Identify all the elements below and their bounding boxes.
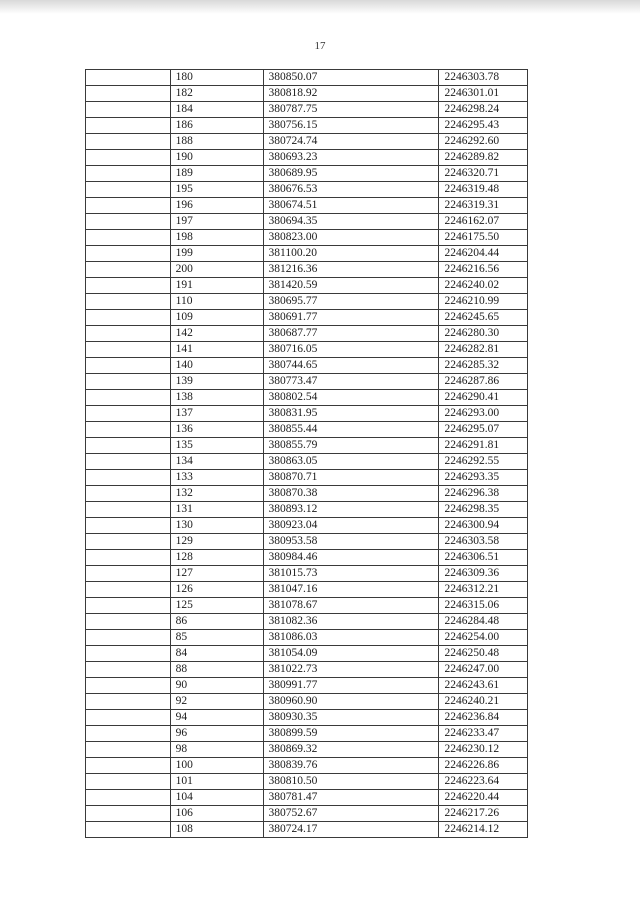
point-id-cell: 191 <box>170 278 263 294</box>
blank-cell <box>86 790 171 806</box>
y-coordinate-cell: 2246217.26 <box>439 806 528 822</box>
table-row <box>86 374 528 390</box>
point-id-cell: 92 <box>170 694 263 710</box>
point-id-cell: 186 <box>170 118 263 134</box>
y-coordinate-cell: 2246312.21 <box>439 582 528 598</box>
y-coordinate-cell: 2246306.51 <box>439 550 528 566</box>
blank-cell <box>86 374 171 390</box>
x-coordinate-cell: 380855.44 <box>263 422 439 438</box>
blank-cell <box>86 342 171 358</box>
blank-cell <box>86 166 171 182</box>
x-coordinate-cell: 380850.07 <box>263 70 439 86</box>
point-id-cell: 199 <box>170 246 263 262</box>
y-coordinate-cell: 2246315.06 <box>439 598 528 614</box>
blank-cell <box>86 358 171 374</box>
x-coordinate-cell: 380984.46 <box>263 550 439 566</box>
blank-cell <box>86 726 171 742</box>
table-row <box>86 310 528 326</box>
table-row <box>86 118 528 134</box>
x-coordinate-cell: 381086.03 <box>263 630 439 646</box>
y-coordinate-cell: 2246175.50 <box>439 230 528 246</box>
coordinates-table <box>85 69 528 838</box>
point-id-cell: 86 <box>170 614 263 630</box>
table-row <box>86 806 528 822</box>
table-row <box>86 518 528 534</box>
blank-cell <box>86 758 171 774</box>
y-coordinate-cell: 2246216.56 <box>439 262 528 278</box>
x-coordinate-cell: 380823.00 <box>263 230 439 246</box>
blank-cell <box>86 182 171 198</box>
point-id-cell: 110 <box>170 294 263 310</box>
x-coordinate-cell: 380744.65 <box>263 358 439 374</box>
blank-cell <box>86 406 171 422</box>
table-row <box>86 294 528 310</box>
y-coordinate-cell: 2246250.48 <box>439 646 528 662</box>
y-coordinate-cell: 2246320.71 <box>439 166 528 182</box>
table-row <box>86 678 528 694</box>
blank-cell <box>86 86 171 102</box>
blank-cell <box>86 422 171 438</box>
y-coordinate-cell: 2246204.44 <box>439 246 528 262</box>
table-row <box>86 390 528 406</box>
y-coordinate-cell: 2246230.12 <box>439 742 528 758</box>
point-id-cell: 108 <box>170 822 263 838</box>
page-number: 17 <box>314 40 326 52</box>
y-coordinate-cell: 2246240.21 <box>439 694 528 710</box>
x-coordinate-cell: 380923.04 <box>263 518 439 534</box>
table-row <box>86 358 528 374</box>
table-row <box>86 182 528 198</box>
scan-edge-shadow <box>0 0 640 14</box>
point-id-cell: 126 <box>170 582 263 598</box>
y-coordinate-cell: 2246301.01 <box>439 86 528 102</box>
table-row <box>86 470 528 486</box>
point-id-cell: 197 <box>170 214 263 230</box>
y-coordinate-cell: 2246303.58 <box>439 534 528 550</box>
blank-cell <box>86 134 171 150</box>
y-coordinate-cell: 2246162.07 <box>439 214 528 230</box>
point-id-cell: 189 <box>170 166 263 182</box>
point-id-cell: 104 <box>170 790 263 806</box>
point-id-cell: 96 <box>170 726 263 742</box>
x-coordinate-cell: 380724.17 <box>263 822 439 838</box>
table-row <box>86 710 528 726</box>
coordinates-table-body <box>86 70 528 838</box>
y-coordinate-cell: 2246303.78 <box>439 70 528 86</box>
x-coordinate-cell: 380716.05 <box>263 342 439 358</box>
x-coordinate-cell: 380870.38 <box>263 486 439 502</box>
table-row <box>86 646 528 662</box>
y-coordinate-cell: 2246220.44 <box>439 790 528 806</box>
x-coordinate-cell: 380893.12 <box>263 502 439 518</box>
point-id-cell: 98 <box>170 742 263 758</box>
y-coordinate-cell: 2246292.60 <box>439 134 528 150</box>
x-coordinate-cell: 380960.90 <box>263 694 439 710</box>
y-coordinate-cell: 2246247.00 <box>439 662 528 678</box>
table-row <box>86 326 528 342</box>
table-row <box>86 486 528 502</box>
y-coordinate-cell: 2246292.55 <box>439 454 528 470</box>
point-id-cell: 196 <box>170 198 263 214</box>
x-coordinate-cell: 380855.79 <box>263 438 439 454</box>
table-row <box>86 742 528 758</box>
x-coordinate-cell: 380752.67 <box>263 806 439 822</box>
y-coordinate-cell: 2246298.24 <box>439 102 528 118</box>
point-id-cell: 125 <box>170 598 263 614</box>
y-coordinate-cell: 2246309.36 <box>439 566 528 582</box>
table-row <box>86 822 528 838</box>
blank-cell <box>86 822 171 838</box>
point-id-cell: 85 <box>170 630 263 646</box>
y-coordinate-cell: 2246296.38 <box>439 486 528 502</box>
table-row <box>86 438 528 454</box>
point-id-cell: 190 <box>170 150 263 166</box>
x-coordinate-cell: 380953.58 <box>263 534 439 550</box>
x-coordinate-cell: 380930.35 <box>263 710 439 726</box>
x-coordinate-cell: 381216.36 <box>263 262 439 278</box>
blank-cell <box>86 710 171 726</box>
x-coordinate-cell: 380870.71 <box>263 470 439 486</box>
x-coordinate-cell: 381078.67 <box>263 598 439 614</box>
point-id-cell: 137 <box>170 406 263 422</box>
blank-cell <box>86 582 171 598</box>
blank-cell <box>86 262 171 278</box>
x-coordinate-cell: 380756.15 <box>263 118 439 134</box>
table-row <box>86 758 528 774</box>
x-coordinate-cell: 380695.77 <box>263 294 439 310</box>
y-coordinate-cell: 2246254.00 <box>439 630 528 646</box>
blank-cell <box>86 566 171 582</box>
table-row <box>86 198 528 214</box>
y-coordinate-cell: 2246287.86 <box>439 374 528 390</box>
y-coordinate-cell: 2246233.47 <box>439 726 528 742</box>
table-row <box>86 598 528 614</box>
blank-cell <box>86 118 171 134</box>
blank-cell <box>86 534 171 550</box>
table-row <box>86 166 528 182</box>
y-coordinate-cell: 2246240.02 <box>439 278 528 294</box>
table-row <box>86 70 528 86</box>
point-id-cell: 184 <box>170 102 263 118</box>
point-id-cell: 106 <box>170 806 263 822</box>
table-row <box>86 726 528 742</box>
blank-cell <box>86 310 171 326</box>
y-coordinate-cell: 2246280.30 <box>439 326 528 342</box>
blank-cell <box>86 70 171 86</box>
table-row <box>86 406 528 422</box>
blank-cell <box>86 470 171 486</box>
point-id-cell: 200 <box>170 262 263 278</box>
y-coordinate-cell: 2246245.65 <box>439 310 528 326</box>
x-coordinate-cell: 381015.73 <box>263 566 439 582</box>
x-coordinate-cell: 380818.92 <box>263 86 439 102</box>
x-coordinate-cell: 380674.51 <box>263 198 439 214</box>
blank-cell <box>86 390 171 406</box>
x-coordinate-cell: 380899.59 <box>263 726 439 742</box>
table-row <box>86 790 528 806</box>
x-coordinate-cell: 381082.36 <box>263 614 439 630</box>
x-coordinate-cell: 381047.16 <box>263 582 439 598</box>
blank-cell <box>86 150 171 166</box>
point-id-cell: 139 <box>170 374 263 390</box>
point-id-cell: 84 <box>170 646 263 662</box>
point-id-cell: 131 <box>170 502 263 518</box>
y-coordinate-cell: 2246223.64 <box>439 774 528 790</box>
table-row <box>86 422 528 438</box>
x-coordinate-cell: 380676.53 <box>263 182 439 198</box>
blank-cell <box>86 278 171 294</box>
blank-cell <box>86 774 171 790</box>
table-row <box>86 102 528 118</box>
table-row <box>86 630 528 646</box>
y-coordinate-cell: 2246284.48 <box>439 614 528 630</box>
x-coordinate-cell: 380869.32 <box>263 742 439 758</box>
table-row <box>86 246 528 262</box>
table-row <box>86 86 528 102</box>
point-id-cell: 90 <box>170 678 263 694</box>
x-coordinate-cell: 381420.59 <box>263 278 439 294</box>
x-coordinate-cell: 380839.76 <box>263 758 439 774</box>
point-id-cell: 88 <box>170 662 263 678</box>
y-coordinate-cell: 2246226.86 <box>439 758 528 774</box>
y-coordinate-cell: 2246293.35 <box>439 470 528 486</box>
blank-cell <box>86 230 171 246</box>
point-id-cell: 198 <box>170 230 263 246</box>
x-coordinate-cell: 380810.50 <box>263 774 439 790</box>
point-id-cell: 138 <box>170 390 263 406</box>
blank-cell <box>86 630 171 646</box>
blank-cell <box>86 742 171 758</box>
y-coordinate-cell: 2246285.32 <box>439 358 528 374</box>
y-coordinate-cell: 2246295.43 <box>439 118 528 134</box>
point-id-cell: 141 <box>170 342 263 358</box>
y-coordinate-cell: 2246243.61 <box>439 678 528 694</box>
table-row <box>86 214 528 230</box>
x-coordinate-cell: 381054.09 <box>263 646 439 662</box>
blank-cell <box>86 694 171 710</box>
point-id-cell: 180 <box>170 70 263 86</box>
point-id-cell: 109 <box>170 310 263 326</box>
table-row <box>86 150 528 166</box>
x-coordinate-cell: 380693.23 <box>263 150 439 166</box>
x-coordinate-cell: 380802.54 <box>263 390 439 406</box>
point-id-cell: 134 <box>170 454 263 470</box>
point-id-cell: 100 <box>170 758 263 774</box>
blank-cell <box>86 438 171 454</box>
point-id-cell: 128 <box>170 550 263 566</box>
blank-cell <box>86 518 171 534</box>
point-id-cell: 182 <box>170 86 263 102</box>
x-coordinate-cell: 380991.77 <box>263 678 439 694</box>
blank-cell <box>86 502 171 518</box>
blank-cell <box>86 214 171 230</box>
x-coordinate-cell: 381022.73 <box>263 662 439 678</box>
point-id-cell: 132 <box>170 486 263 502</box>
table-row <box>86 662 528 678</box>
x-coordinate-cell: 380694.35 <box>263 214 439 230</box>
y-coordinate-cell: 2246293.00 <box>439 406 528 422</box>
x-coordinate-cell: 380787.75 <box>263 102 439 118</box>
y-coordinate-cell: 2246291.81 <box>439 438 528 454</box>
table-row <box>86 774 528 790</box>
y-coordinate-cell: 2246210.99 <box>439 294 528 310</box>
point-id-cell: 130 <box>170 518 263 534</box>
table-row <box>86 454 528 470</box>
table-row <box>86 502 528 518</box>
point-id-cell: 142 <box>170 326 263 342</box>
table-row <box>86 534 528 550</box>
blank-cell <box>86 294 171 310</box>
x-coordinate-cell: 380831.95 <box>263 406 439 422</box>
table-row <box>86 342 528 358</box>
blank-cell <box>86 678 171 694</box>
blank-cell <box>86 246 171 262</box>
blank-cell <box>86 614 171 630</box>
point-id-cell: 135 <box>170 438 263 454</box>
blank-cell <box>86 550 171 566</box>
table-row <box>86 566 528 582</box>
y-coordinate-cell: 2246214.12 <box>439 822 528 838</box>
y-coordinate-cell: 2246289.82 <box>439 150 528 166</box>
y-coordinate-cell: 2246319.31 <box>439 198 528 214</box>
point-id-cell: 136 <box>170 422 263 438</box>
point-id-cell: 195 <box>170 182 263 198</box>
y-coordinate-cell: 2246290.41 <box>439 390 528 406</box>
point-id-cell: 94 <box>170 710 263 726</box>
y-coordinate-cell: 2246319.48 <box>439 182 528 198</box>
point-id-cell: 133 <box>170 470 263 486</box>
y-coordinate-cell: 2246236.84 <box>439 710 528 726</box>
x-coordinate-cell: 380689.95 <box>263 166 439 182</box>
blank-cell <box>86 646 171 662</box>
x-coordinate-cell: 380724.74 <box>263 134 439 150</box>
blank-cell <box>86 662 171 678</box>
y-coordinate-cell: 2246282.81 <box>439 342 528 358</box>
x-coordinate-cell: 380687.77 <box>263 326 439 342</box>
blank-cell <box>86 806 171 822</box>
x-coordinate-cell: 380691.77 <box>263 310 439 326</box>
y-coordinate-cell: 2246300.94 <box>439 518 528 534</box>
table-row <box>86 134 528 150</box>
blank-cell <box>86 598 171 614</box>
y-coordinate-cell: 2246298.35 <box>439 502 528 518</box>
y-coordinate-cell: 2246295.07 <box>439 422 528 438</box>
blank-cell <box>86 102 171 118</box>
point-id-cell: 129 <box>170 534 263 550</box>
point-id-cell: 140 <box>170 358 263 374</box>
table-row <box>86 550 528 566</box>
table-row <box>86 582 528 598</box>
point-id-cell: 127 <box>170 566 263 582</box>
table-row <box>86 262 528 278</box>
point-id-cell: 188 <box>170 134 263 150</box>
table-row <box>86 694 528 710</box>
point-id-cell: 101 <box>170 774 263 790</box>
table-row <box>86 614 528 630</box>
blank-cell <box>86 454 171 470</box>
blank-cell <box>86 486 171 502</box>
x-coordinate-cell: 380863.05 <box>263 454 439 470</box>
table-row <box>86 230 528 246</box>
x-coordinate-cell: 380773.47 <box>263 374 439 390</box>
x-coordinate-cell: 381100.20 <box>263 246 439 262</box>
blank-cell <box>86 198 171 214</box>
x-coordinate-cell: 380781.47 <box>263 790 439 806</box>
blank-cell <box>86 326 171 342</box>
table-row <box>86 278 528 294</box>
